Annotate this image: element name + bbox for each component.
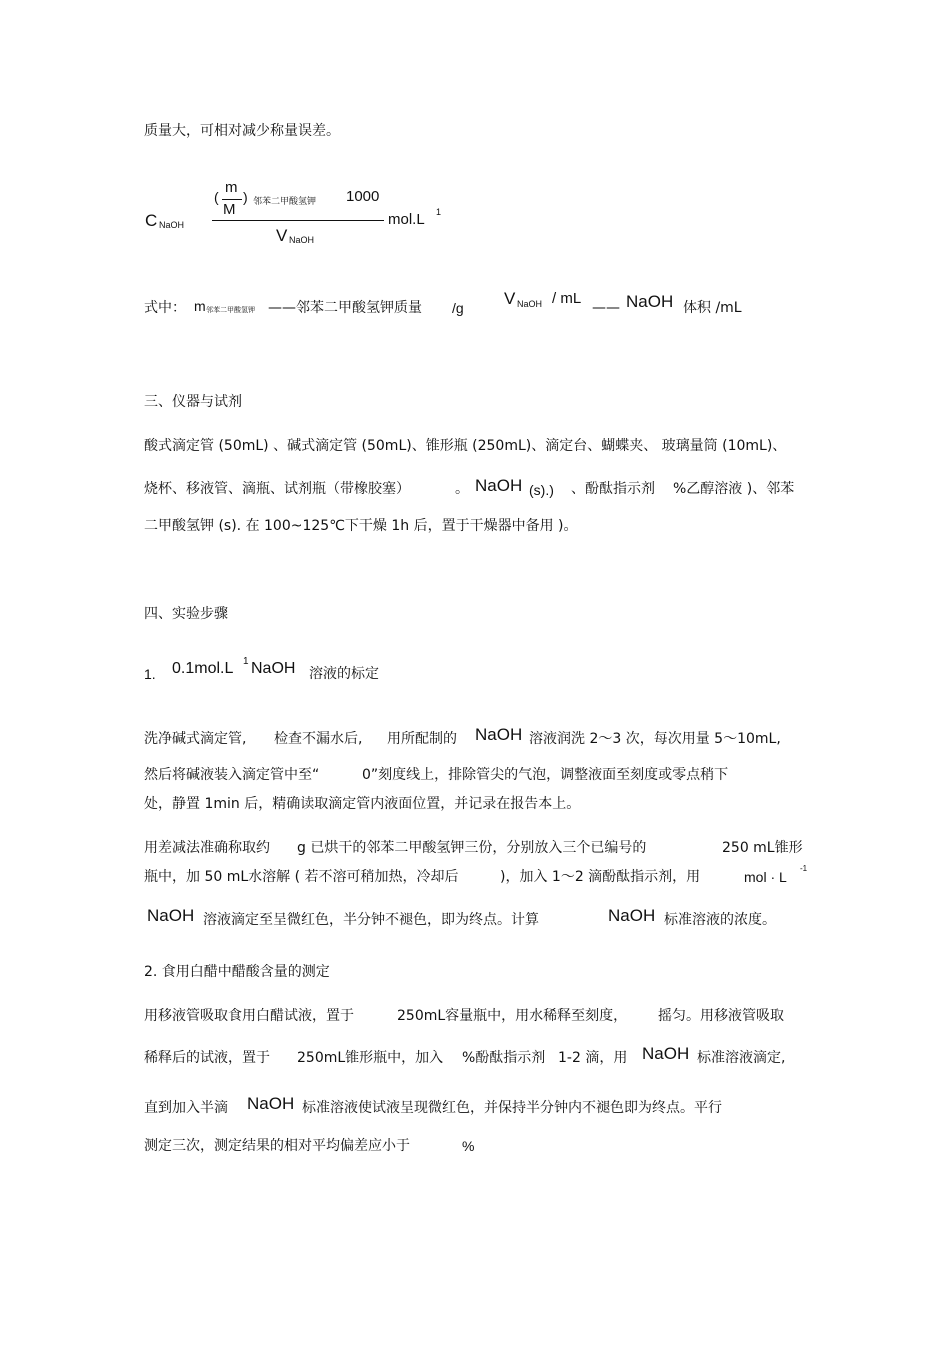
step2-l2a: 稀释后的试液，置于: [144, 1050, 270, 1066]
p1-l1b: 检查不漏水后,: [274, 731, 363, 747]
section3-line2f: %乙醇溶液 )、邻苯: [673, 481, 795, 497]
formula-fraction-bar: [212, 220, 384, 221]
legend-naoh: NaOH: [626, 292, 674, 311]
legend-m-unit: /g: [452, 300, 464, 316]
legend-m-sub: 邻苯二甲酸氢钾: [206, 306, 255, 314]
step2-naoh-1: NaOH: [642, 1044, 690, 1063]
legend-v-sub: NaOH: [517, 299, 543, 309]
section3-line2a: 烧杯、移液管、滴瓶、试剂瓶（带橡胶塞）: [144, 481, 410, 497]
p2-l3d: 标准溶液的浓度。: [664, 912, 776, 928]
formula-factor: 1000: [346, 188, 380, 205]
section3-line1: 酸式滴定管 (50mL) 、碱式滴定管 (50mL)、锥形瓶 (250mL)、滴定台、蝴蝶夹、 玻璃量筒 (10mL)、: [144, 438, 787, 454]
formula-paren-close: ): [243, 189, 248, 205]
legend-m-desc: ——邻苯二甲酸氢钾质量: [268, 300, 422, 316]
step2-l4a: 测定三次，测定结果的相对平均偏差应小于: [144, 1138, 410, 1154]
p2-l2c: mol · L: [744, 869, 787, 885]
p2-l1a: 用差减法准确称取约: [144, 840, 270, 856]
section3-line2d: (s).): [529, 482, 554, 498]
p2-l2sup: -1: [800, 864, 808, 873]
step1-sup: 1: [243, 656, 249, 667]
formula-unit-sup: 1: [436, 207, 442, 217]
step2-l3a: 直到加入半滴: [144, 1100, 228, 1116]
section3-line2e: 、酚酞指示剂: [571, 481, 655, 497]
step2-naoh-2: NaOH: [247, 1094, 295, 1113]
step1-number: 1.: [144, 666, 156, 682]
legend-v: V: [504, 289, 516, 308]
formula-c-sub: NaOH: [159, 220, 185, 230]
formula-v-sub: NaOH: [289, 235, 315, 245]
step1-title: 溶液的标定: [309, 666, 379, 682]
formula-M: M: [223, 201, 236, 218]
formula-unit: mol.L: [388, 211, 425, 228]
legend-v-unit: / mL: [552, 290, 582, 307]
p2-l2a: 瓶中，加 50 mL水溶解 ( 若不溶可稍加热，冷却后: [144, 869, 459, 885]
intro-text: 质量大，可相对减少称量误差。: [144, 123, 340, 139]
section3-heading: 三、仪器与试剂: [144, 394, 242, 410]
section3-line3: 二甲酸氢钾 (s). 在 100~125℃下干燥 1h 后，置于干燥器中备用 )。: [144, 518, 578, 534]
step2-l2f: 标准溶液滴定,: [697, 1050, 786, 1066]
section4-heading: 四、实验步骤: [144, 606, 228, 622]
formula-m: m: [225, 179, 238, 196]
section3-naoh: NaOH: [475, 476, 523, 495]
step2-l2d: 1-2 滴，用: [558, 1050, 628, 1066]
p1-l1c: 用所配制的: [387, 731, 457, 747]
legend-prefix: 式中：: [144, 300, 186, 316]
p1-l2a: 然后将碱液装入滴定管中至“: [144, 767, 320, 783]
step2-l2c: %酚酞指示剂: [462, 1050, 546, 1066]
p2-naoh-2: NaOH: [608, 906, 656, 925]
formula-inner-bar: [222, 199, 242, 200]
formula-c: C: [145, 211, 158, 230]
step2-l4b: %: [462, 1138, 475, 1154]
p2-l1b: g 已烘干的邻苯二甲酸氢钾三份，分别放入三个已编号的: [297, 840, 647, 856]
step2-l3c: 标准溶液使试液呈现微红色，并保持半分钟内不褪色即为终点。平行: [302, 1100, 722, 1116]
p2-l2b: )，加入 1～2 滴酚酞指示剂，用: [500, 869, 701, 885]
p1-l3: 处，静置 1min 后，精确读取滴定管内液面位置，并记录在报告本上。: [144, 796, 581, 812]
legend-dash: ——: [592, 300, 620, 316]
section3-line2b: 。: [455, 481, 469, 497]
legend-v-desc: 体积 /mL: [683, 300, 742, 316]
formula-reagent: 邻苯二甲酸氢钾: [253, 197, 317, 207]
formula-paren-open: (: [214, 189, 219, 205]
step2-l1b: 250mL容量瓶中，用水稀释至刻度，: [397, 1008, 628, 1024]
formula-v: V: [276, 226, 288, 245]
step2-l2b: 250mL锥形瓶中，加入: [297, 1050, 444, 1066]
step1-naoh: NaOH: [251, 660, 296, 677]
p1-l1a: 洗净碱式滴定管,: [144, 731, 247, 747]
p2-naoh-1: NaOH: [147, 906, 195, 925]
step1-conc: 0.1mol.L: [172, 660, 234, 677]
step2-l1a: 用移液管吸取食用白醋试液，置于: [144, 1008, 354, 1024]
p2-l3b: 溶液滴定至呈微红色，半分钟不褪色，即为终点。计算: [203, 912, 539, 928]
p1-l2b: 0”刻度线上，排除管尖的气泡，调整液面至刻度或零点稍下: [362, 767, 729, 783]
p2-l1c: 250 mL锥形: [722, 840, 803, 856]
step2-title: 2. 食用白醋中醋酸含量的测定: [144, 964, 330, 980]
p1-l1e: 溶液润洗 2～3 次，每次用量 5～10mL,: [529, 731, 781, 747]
legend-m: m: [194, 298, 206, 314]
step2-l1c: 摇匀。用移液管吸取: [658, 1008, 784, 1024]
p1-naoh: NaOH: [475, 725, 523, 744]
